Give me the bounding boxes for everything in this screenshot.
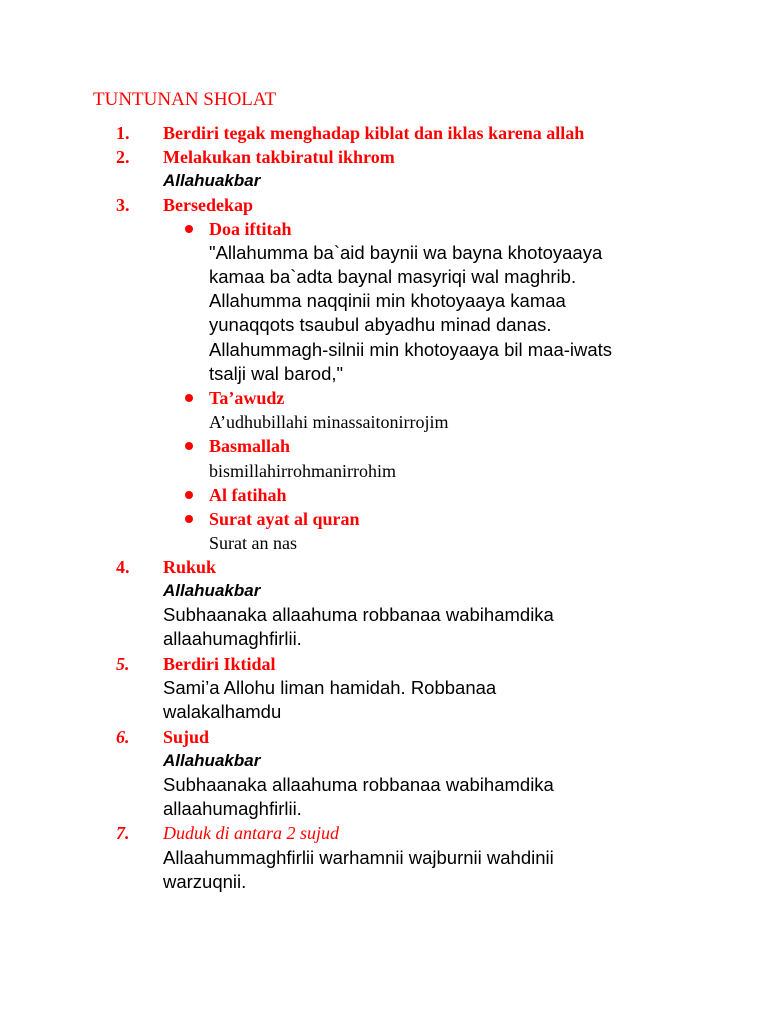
takbir-text: Allahuakbar bbox=[163, 581, 261, 600]
step-number: 3. bbox=[116, 195, 130, 215]
sub-item-label: Ta’awudz bbox=[209, 388, 285, 408]
prayer-text: Surat an nas bbox=[209, 533, 297, 553]
prayer-text-line: Sami’a Allohu liman hamidah. Robbanaa bbox=[163, 677, 497, 698]
bullet-icon bbox=[185, 491, 193, 499]
prayer-text: A’udhubillahi minassaitonirrojim bbox=[209, 412, 449, 432]
step-number: 6. bbox=[116, 727, 130, 747]
prayer-text-line: kamaa ba`adta baynal masyriqi wal maghrib. bbox=[209, 266, 577, 287]
step-label: Melakukan takbiratul ikhrom bbox=[163, 147, 395, 167]
sub-item-label: Doa iftitah bbox=[209, 219, 292, 239]
prayer-text-line: warzuqnii. bbox=[163, 871, 247, 892]
bullet-icon bbox=[185, 515, 193, 523]
prayer-text-line: Subhaanaka allaahuma robbanaa wabihamdika bbox=[163, 774, 554, 795]
sub-item-label: Basmallah bbox=[209, 436, 291, 456]
step-number: 7. bbox=[116, 823, 130, 843]
prayer-text: bismillahirrohmanirrohim bbox=[209, 461, 396, 481]
step-label: Berdiri Iktidal bbox=[163, 654, 276, 674]
step-number: 1. bbox=[116, 123, 130, 143]
step-number: 4. bbox=[116, 557, 130, 577]
prayer-text-line: allaahumaghfirlii. bbox=[163, 628, 302, 649]
step-label: Sujud bbox=[163, 727, 210, 747]
prayer-text-line: walakalhamdu bbox=[163, 701, 282, 722]
step-label: Rukuk bbox=[163, 557, 217, 577]
prayer-text-line: Subhaanaka allaahuma robbanaa wabihamdika bbox=[163, 604, 554, 625]
step-number: 5. bbox=[116, 654, 130, 674]
takbir-text: Allahuakbar bbox=[163, 751, 261, 770]
bullet-icon bbox=[185, 394, 193, 402]
prayer-text-line: tsalji wal barod," bbox=[209, 363, 344, 384]
document-title: TUNTUNAN SHOLAT bbox=[93, 89, 277, 110]
step-number: 2. bbox=[116, 147, 130, 167]
step-label: Duduk di antara 2 sujud bbox=[163, 823, 340, 843]
prayer-text-line: Allahumma naqqinii min khotoyaaya kamaa bbox=[209, 290, 566, 311]
prayer-text-line: Allahummagh-silnii min khotoyaaya bil maa-iwats bbox=[209, 339, 613, 360]
step-label: Berdiri tegak menghadap kiblat dan iklas karena allah bbox=[163, 123, 585, 143]
sub-item-label: Al fatihah bbox=[209, 485, 287, 505]
bullet-icon bbox=[185, 442, 193, 450]
step-label: Bersedekap bbox=[163, 195, 253, 215]
prayer-text-line: Allaahummaghfirlii warhamnii wajburnii wahdinii bbox=[163, 847, 554, 868]
sub-item-label: Surat ayat al quran bbox=[209, 509, 360, 529]
takbir-text: Allahuakbar bbox=[163, 171, 261, 190]
bullet-icon bbox=[185, 225, 193, 233]
prayer-text-line: yunaqqots tsaubul abyadhu minad danas. bbox=[209, 314, 552, 335]
prayer-text-line: allaahumaghfirlii. bbox=[163, 798, 302, 819]
prayer-text-line: "Allahumma ba`aid baynii wa bayna khotoyaaya bbox=[209, 242, 603, 263]
